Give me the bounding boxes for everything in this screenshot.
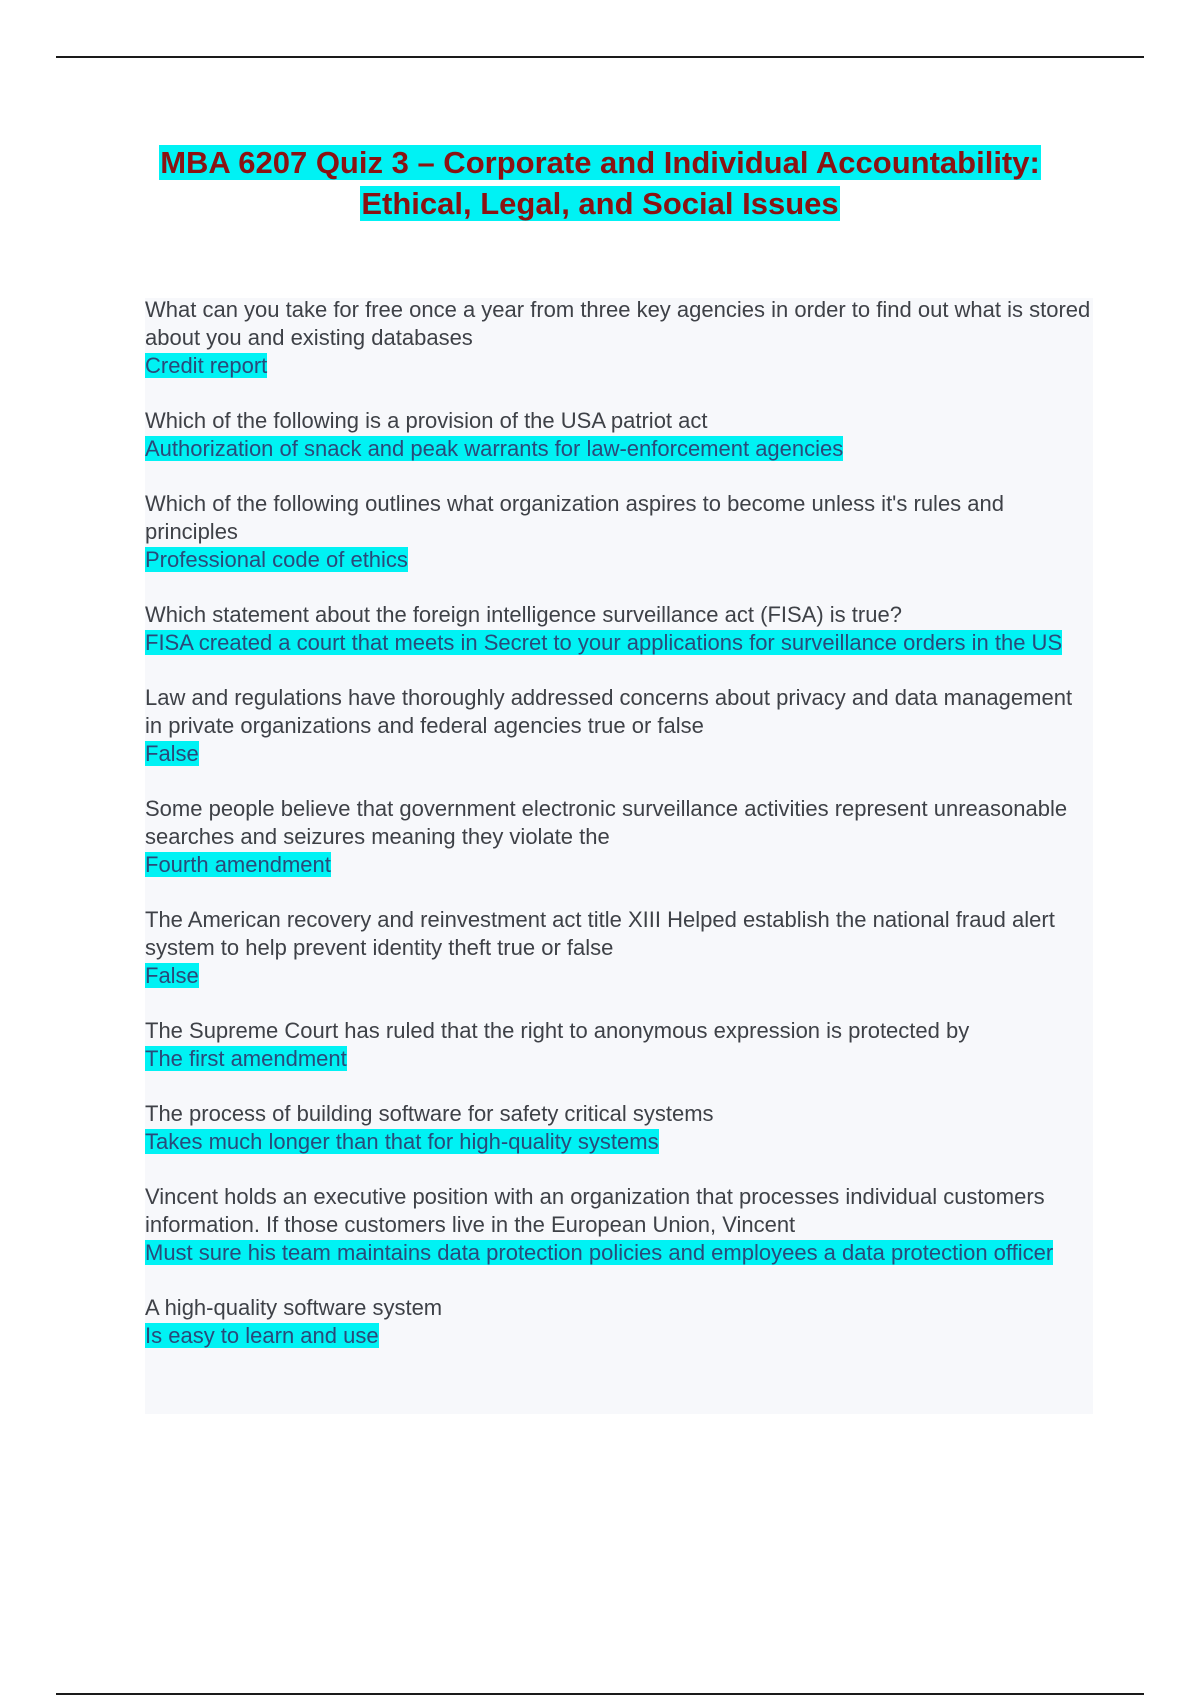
qa-item <box>145 795 1091 879</box>
qa-item <box>145 1017 1091 1073</box>
answer-text: Authorization of snack and peak warrants for law-enforcement agencies <box>145 436 844 461</box>
question-text: What can you take for free once a year from three key agencies in order to find out what is stored about you and existing databases <box>145 297 1091 350</box>
answer-text: False <box>145 963 199 988</box>
answer-text: Must sure his team maintains data protection policies and employees a data protection officer <box>145 1240 1054 1265</box>
question-text: Which of the following is a provision of the USA patriot act <box>145 408 708 433</box>
question-text: The Supreme Court has ruled that the right to anonymous expression is protected by <box>145 1018 970 1043</box>
qa-item <box>145 684 1091 768</box>
question-text: The process of building software for safety critical systems <box>145 1101 714 1126</box>
qa-item <box>145 296 1091 380</box>
footer-rule <box>56 1693 1144 1695</box>
question-text: A high-quality software system <box>145 1295 443 1320</box>
header-rule <box>56 56 1144 58</box>
answer-text: Fourth amendment <box>145 852 331 877</box>
question-text: The American recovery and reinvestment act title XIII Helped establish the national fraud alert system to help prevent identity theft true or false <box>145 907 1055 960</box>
qa-item <box>145 1100 1091 1156</box>
title-line-2: Ethical, Legal, and Social Issues <box>361 186 839 221</box>
answer-text: Is easy to learn and use <box>145 1323 379 1348</box>
qa-item <box>145 906 1091 990</box>
qa-item <box>145 1183 1091 1267</box>
answer-text: Professional code of ethics <box>145 547 408 572</box>
question-text: Law and regulations have thoroughly addressed concerns about privacy and data management in private organizations and federal agencies true or false <box>145 685 1073 738</box>
question-text: Which statement about the foreign intelligence surveillance act (FISA) is true? <box>145 602 902 627</box>
title-line-1-wrap <box>100 142 1100 183</box>
question-text: Which of the following outlines what organization aspires to become unless it's rules and principles <box>145 491 1004 544</box>
answer-text: False <box>145 741 199 766</box>
answer-text: FISA created a court that meets in Secret to your applications for surveillance orders in the US <box>145 630 1063 655</box>
qa-list <box>145 296 1091 1377</box>
answer-text: Takes much longer than that for high-quality systems <box>145 1129 659 1154</box>
answer-text: Credit report <box>145 353 268 378</box>
qa-item <box>145 407 1091 463</box>
answer-text: The first amendment <box>145 1046 347 1071</box>
qa-item <box>145 490 1091 574</box>
question-text: Vincent holds an executive position with an organization that processes individual customers information. If those customers live in the European Union, Vincent <box>145 1184 1045 1237</box>
question-text: Some people believe that government electronic surveillance activities represent unreasonable searches and seizures meaning they violate the <box>145 796 1068 849</box>
title-line-2-wrap <box>100 183 1100 224</box>
qa-item <box>145 1294 1091 1350</box>
title-line-1: MBA 6207 Quiz 3 – Corporate and Individual Accountability: <box>160 145 1040 180</box>
document-title <box>100 142 1100 224</box>
qa-item <box>145 601 1091 657</box>
